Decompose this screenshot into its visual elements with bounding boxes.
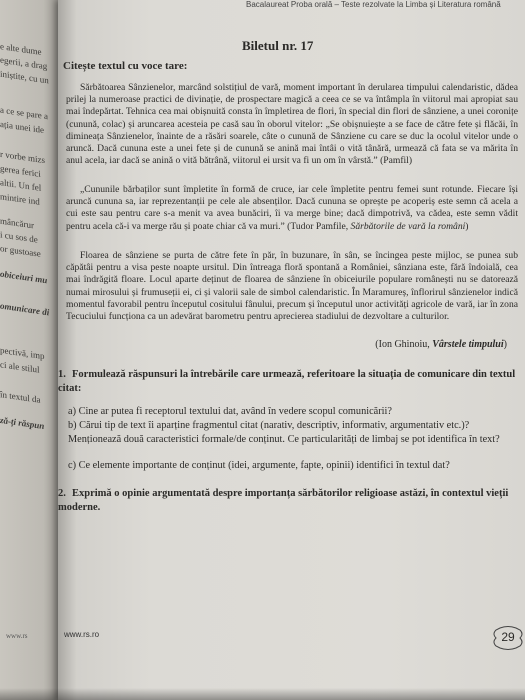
left-page-line: gerea ferici (0, 163, 41, 179)
bottom-edge-shadow (0, 688, 525, 700)
left-page-line: r vorbe mizs (0, 148, 45, 166)
question-2 (58, 487, 523, 515)
question-1b: b) Cărui tip de text îi aparține fragmentul citat (narativ, descriptiv, informativ, argumentativ etc.)? Menționează două caracteristici formale/de conținut. Ce particularități de limbaj se pot identifica în text? (68, 420, 500, 445)
question-1-text: Formulează răspunsuri la întrebările care urmează, referitoare la situația de comunicare din textul citat: (58, 369, 516, 394)
passage-paragraph-3: Floarea de sânziene se purta de către fete în păr, în buzunare, în sân, se încingea peste mijloc, se punea sub căpătâi pentru a visa peste noapte ursitul. Din întreaga floră spontană a României, sânziana este, fără îndoială, cea mai îndrăgită floare. Locul aparte deținut de floarea de sânziene în obiceiurile populare românești nu se datorează numai mirosului și frumuseții ei, ci și valorii sale de simbol calendaristic. În Maramureș, înflorirul sânzienelor indică momentul favorabil pentru începutul cositului fânului, precum și începutul unor activități agricole de vară, iar în zona Tecuciului funcționa ca un adevărat barometru pentru aprecierea stadiului de dezvoltare a culturilor. (66, 250, 518, 323)
left-page-footer: www.rs (6, 632, 28, 640)
question-2-text: Exprimă o opinie argumentată despre importanța sărbătorilor religioase astăzi, în contextul vieții moderne. (58, 488, 509, 513)
left-page-line: i cu sos de (0, 229, 38, 245)
question-1 (58, 368, 518, 396)
left-page-line: mâncărur (0, 215, 34, 231)
reading-instruction: Citește textul cu voce tare: (63, 60, 188, 72)
left-page-line: e alte dume (0, 41, 42, 57)
page-number-badge (490, 624, 525, 652)
passage-paragraph-1: Sărbătoarea Sânzienelor, marcând solstițiul de vară, moment important în derularea timpului calendaristic, dădea prilej la numeroase practici de divinație, de prospectare magică a ceea ce se va întâmpla în viitorul mai apropiat sau mai îndepărtat. Tehnica cea mai obișnuită consta în împletirea de flori, în special din flori de sânziene, a unei coronițe (cunună, colac) și aruncarea acesteia pe casă sau în oborul vitelor: „Se obișnuiește a se face de către fete și flăcăi, în dimineața Sânzienelor, înainte de a răsări soarele, câte o cunună de Sânziene cu care se duc la ocolul vitelor unde o aruncă. Dacă cununa este a unei fete și de cunună se anină mai întâi o vită tânără, urmează că fata se va mărita în anul acela, iar dacă se anină o vită bătrână, viitorul ei ursit va fi un om în vârstă.” (Pamfil) (66, 82, 518, 167)
passage-citation-title: Sărbătorile de vară la români (350, 220, 466, 232)
running-header: Bacalaureat Proba orală – Teste rezolvate la Limba și Literatura română (246, 0, 501, 9)
left-page-line: în textul da (0, 389, 41, 405)
left-page-line: egerii, a drag (0, 54, 48, 72)
left-page-line: obiceiuri mu (0, 268, 48, 286)
left-page-line: pectivă, imp (0, 344, 45, 362)
page-number: 29 (501, 630, 515, 644)
left-page-line: a ce se pare a (0, 104, 48, 122)
right-page (58, 0, 525, 700)
passage-source (375, 339, 507, 350)
left-page-line: iniștite, cu un (0, 68, 49, 86)
source-author: (Ion Ghinoiu, (375, 339, 433, 350)
left-page-line: mintire ind (0, 191, 40, 207)
left-page-line: altii. Un fel (0, 177, 42, 193)
question-1-number: 1. (58, 369, 66, 380)
passage-paragraph-2 (66, 184, 518, 233)
ticket-title: Biletul nr. 17 (242, 38, 314, 53)
left-page-line: or gustoase (0, 243, 41, 259)
source-end: ) (503, 339, 507, 350)
question-1a: a) Cine ar putea fi receptorul textului dat, având în vedere scopul comunicării? (68, 406, 392, 417)
left-page-line: omunicare di (0, 300, 50, 318)
question-1c: c) Ce elemente importante de conținut (idei, argumente, fapte, opinii) identifici în textul dat? (68, 460, 450, 471)
passage-quote: „Cununile bărbaților sunt împletite în formă de cruce, iar cele împletite pentru femei sunt rotunde. Fiecare își aruncă cununa sa, iar reprezentanții pe cele ale absenților. Dacă cununa se oprește pe acoperiș este semn că acela a cui este sau pentru care s-a menit va avea bunăciri, îi va merge bine; dacă dimpotrivă, va cădea, este semn vădit pentru acela că-i va merge rău și poate chiar că va muri.” (Tudor Pamfile, (66, 184, 518, 232)
left-page-line: ză-ți răspun (0, 414, 45, 432)
left-page-line: ația unei ide (0, 118, 44, 136)
source-title: Vârstele timpului (432, 339, 504, 350)
question-2-number: 2. (58, 488, 66, 499)
passage-citation-end: ) (465, 220, 469, 232)
left-facing-page (0, 0, 62, 700)
footer-website: www.rs.ro (64, 630, 100, 639)
left-page-line: ci ale stilul (0, 359, 40, 375)
